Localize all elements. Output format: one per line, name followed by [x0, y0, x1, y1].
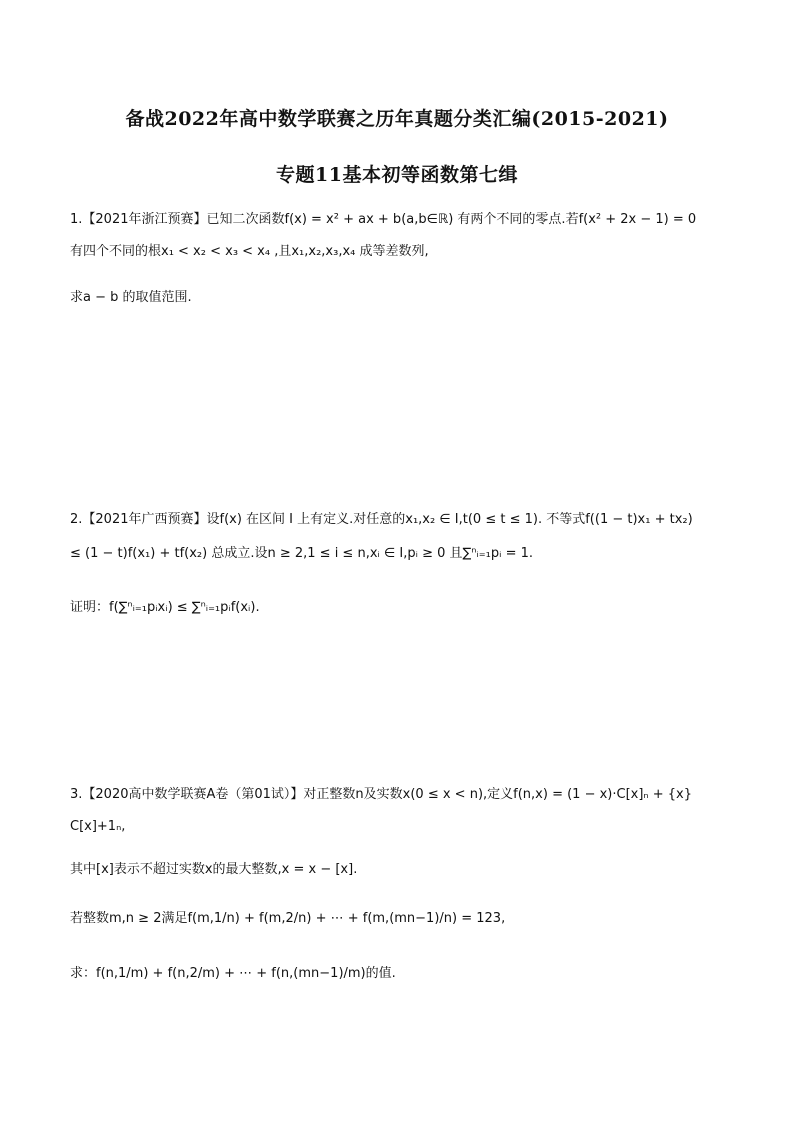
- problem-2-line-3: 证明：f(∑ⁿᵢ₌₁pᵢxᵢ) ≤ ∑ⁿᵢ₌₁pᵢf(xᵢ).: [70, 600, 260, 615]
- problem-1-line-2: 有四个不同的根x₁ < x₂ < x₃ < x₄ ,且x₁,x₂,x₃,x₄ 成等差数列,: [70, 244, 429, 259]
- problem-3-line-4: 若整数m,n ≥ 2满足f(m,1/n) + f(m,2/n) + ⋯ + f(m,(mn−1)/n) = 123,: [70, 911, 506, 926]
- problem-1-line-1: 1.【2021年浙江预赛】已知二次函数f(x) = x² + ax + b(a,b∈ℝ) 有两个不同的零点.若f(x² + 2x − 1) = 0: [70, 212, 697, 227]
- document-subtitle: 专题11基本初等函数第七缉: [276, 164, 518, 186]
- problem-3-line-3: 其中[x]表示不超过实数x的最大整数,x = x − [x].: [70, 862, 358, 877]
- document-title: 备战2022年高中数学联赛之历年真题分类汇编(2015-2021): [125, 108, 669, 130]
- problem-2-line-1: 2.【2021年广西预赛】设f(x) 在区间 I 上有定义.对任意的x₁,x₂ ∈ I,t(0 ≤ t ≤ 1). 不等式f((1 − t)x₁ + tx₂): [70, 512, 693, 527]
- problem-3-line-5: 求：f(n,1/m) + f(n,2/m) + ⋯ + f(n,(mn−1)/m)的值.: [70, 966, 396, 981]
- problem-2-line-2: ≤ (1 − t)f(x₁) + tf(x₂) 总成立.设n ≥ 2,1 ≤ i ≤ n,xᵢ ∈ I,pᵢ ≥ 0 且∑ⁿᵢ₌₁pᵢ = 1.: [70, 546, 534, 561]
- problem-3-line-2: C[x]+1ₙ,: [70, 819, 126, 834]
- problem-1-line-3: 求a − b 的取值范围.: [70, 290, 192, 305]
- problem-3-line-1: 3.【2020高中数学联赛A卷（第01试）】对正整数n及实数x(0 ≤ x < n),定义f(n,x) = (1 − x)·C[x]ₙ + {x}: [70, 787, 692, 802]
